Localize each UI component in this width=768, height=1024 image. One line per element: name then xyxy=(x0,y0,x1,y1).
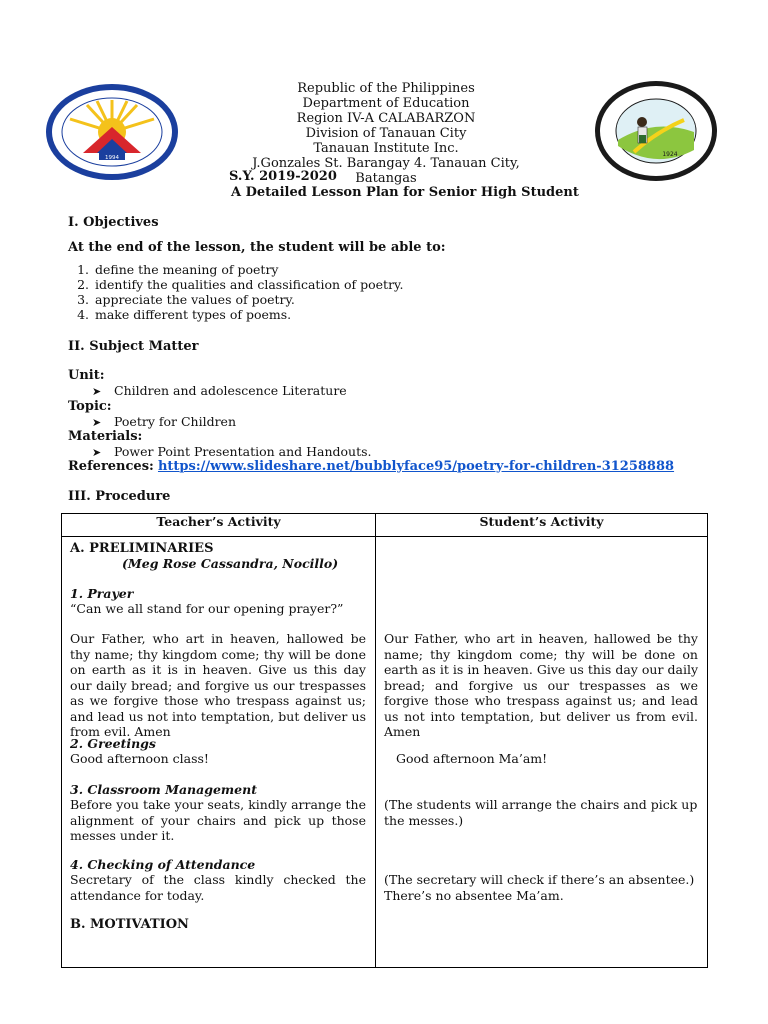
topic-bullet xyxy=(92,414,236,429)
letterhead-line-republic: Republic of the Philippines xyxy=(297,81,475,96)
objective-item: 1. define the meaning of poetry xyxy=(93,262,403,277)
objectives-list xyxy=(75,262,403,322)
attendance-heading: 4. Checking of Attendance xyxy=(70,857,256,872)
arrow-bullet-icon: ➤ xyxy=(92,446,102,459)
objective-item: 2. identify the qualities and classification of poetry. xyxy=(93,277,403,292)
procedure-table-row xyxy=(62,537,708,968)
objectives-intro: At the end of the lesson, the student will be able to: xyxy=(68,240,446,255)
references-link[interactable]: https://www.slideshare.net/bubblyface95/poetry-for-children-31258888 xyxy=(157,459,675,474)
teacher-greetings-text: Good afternoon class! xyxy=(70,751,209,766)
teacher-activity-header: Teacher’s Activity xyxy=(62,514,376,537)
prayer-prompt: “Can we all stand for our opening prayer?” xyxy=(70,601,344,616)
student-greetings-text: Good afternoon Ma’am! xyxy=(396,751,548,766)
references-label: References: xyxy=(68,459,154,474)
letterhead-line-address: J.Gonzales St. Barangay 4. Tanauan City, Batangas xyxy=(252,156,520,186)
unit-label: Unit: xyxy=(68,368,105,383)
teacher-prayer-text: Our Father, who art in heaven, hallowed be thy name; thy kingdom come; thy will be done on earth as it is in heaven. Give us this day our daily bread; and forgive us our trespasses as we forgive those who trespass against us; and lead us not into temptation, but deliver us from evil. Amen xyxy=(70,631,366,739)
unit-value: Children and adolescence Literature xyxy=(114,383,347,398)
materials-bullet xyxy=(92,444,372,459)
topic-label: Topic: xyxy=(68,399,112,414)
tanauan-institute-seal-logo xyxy=(594,80,718,182)
arrow-bullet-icon: ➤ xyxy=(92,416,102,429)
unit-bullet xyxy=(92,383,347,398)
student-activity-cell xyxy=(376,537,708,968)
student-activity-header: Student’s Activity xyxy=(376,514,708,537)
objectives-heading: I. Objectives xyxy=(68,215,159,230)
letterhead-line-region: Region IV-A CALABARZON xyxy=(296,111,476,126)
letterhead-line-deped: Department of Education xyxy=(302,96,470,111)
teacher-attendance-text: Secretary of the class kindly checked the attendance for today. xyxy=(70,872,366,903)
ched-seal-year: 1994 xyxy=(105,155,119,161)
school-year: S.Y. 2019-2020 xyxy=(229,169,337,184)
materials-label: Materials: xyxy=(68,429,143,444)
materials-value: Power Point Presentation and Handouts. xyxy=(114,444,372,459)
greetings-heading: 2. Greetings xyxy=(70,736,156,751)
lesson-plan-title: A Detailed Lesson Plan for Senior High Student xyxy=(231,185,579,200)
procedure-heading: III. Procedure xyxy=(68,489,171,504)
tanauan-seal-year: 1924 xyxy=(662,151,678,158)
letterhead-line-school: Tanauan Institute Inc. xyxy=(313,141,459,156)
classroom-management-heading: 3. Classroom Management xyxy=(70,782,257,797)
procedure-table-header xyxy=(62,514,708,537)
preliminaries-heading: A. PRELIMINARIES xyxy=(70,541,214,556)
letterhead-line-division: Division of Tanauan City xyxy=(305,126,467,141)
teacher-management-text: Before you take your seats, kindly arrange the alignment of your chairs and pick up those messes under it. xyxy=(70,797,366,843)
ched-seal-logo xyxy=(45,83,180,181)
subject-matter-heading: II. Subject Matter xyxy=(68,339,199,354)
procedure-table xyxy=(61,513,708,968)
preliminaries-presenter: (Meg Rose Cassandra, Nocillo) xyxy=(122,556,339,571)
topic-value: Poetry for Children xyxy=(114,414,236,429)
motivation-heading: B. MOTIVATION xyxy=(70,917,189,932)
teacher-activity-cell xyxy=(62,537,376,968)
references-line xyxy=(68,459,674,474)
student-prayer-text: Our Father, who art in heaven, hallowed be thy name; thy kingdom come; thy will be done on earth as it is in heaven. Give us this day our daily bread; and forgive us our trespasses as we forgive those who trespass against us; and lead us not into temptation, but deliver us from evil. Amen xyxy=(384,631,698,739)
student-management-text: (The students will arrange the chairs and pick up the messes.) xyxy=(384,797,698,828)
objective-item: 4. make different types of poems. xyxy=(93,307,403,322)
arrow-bullet-icon: ➤ xyxy=(92,385,102,398)
student-attendance-text: (The secretary will check if there’s an absentee.) There’s no absentee Ma’am. xyxy=(384,872,695,903)
prayer-heading: 1. Prayer xyxy=(70,586,134,601)
objective-item: 3. appreciate the values of poetry. xyxy=(93,292,403,307)
